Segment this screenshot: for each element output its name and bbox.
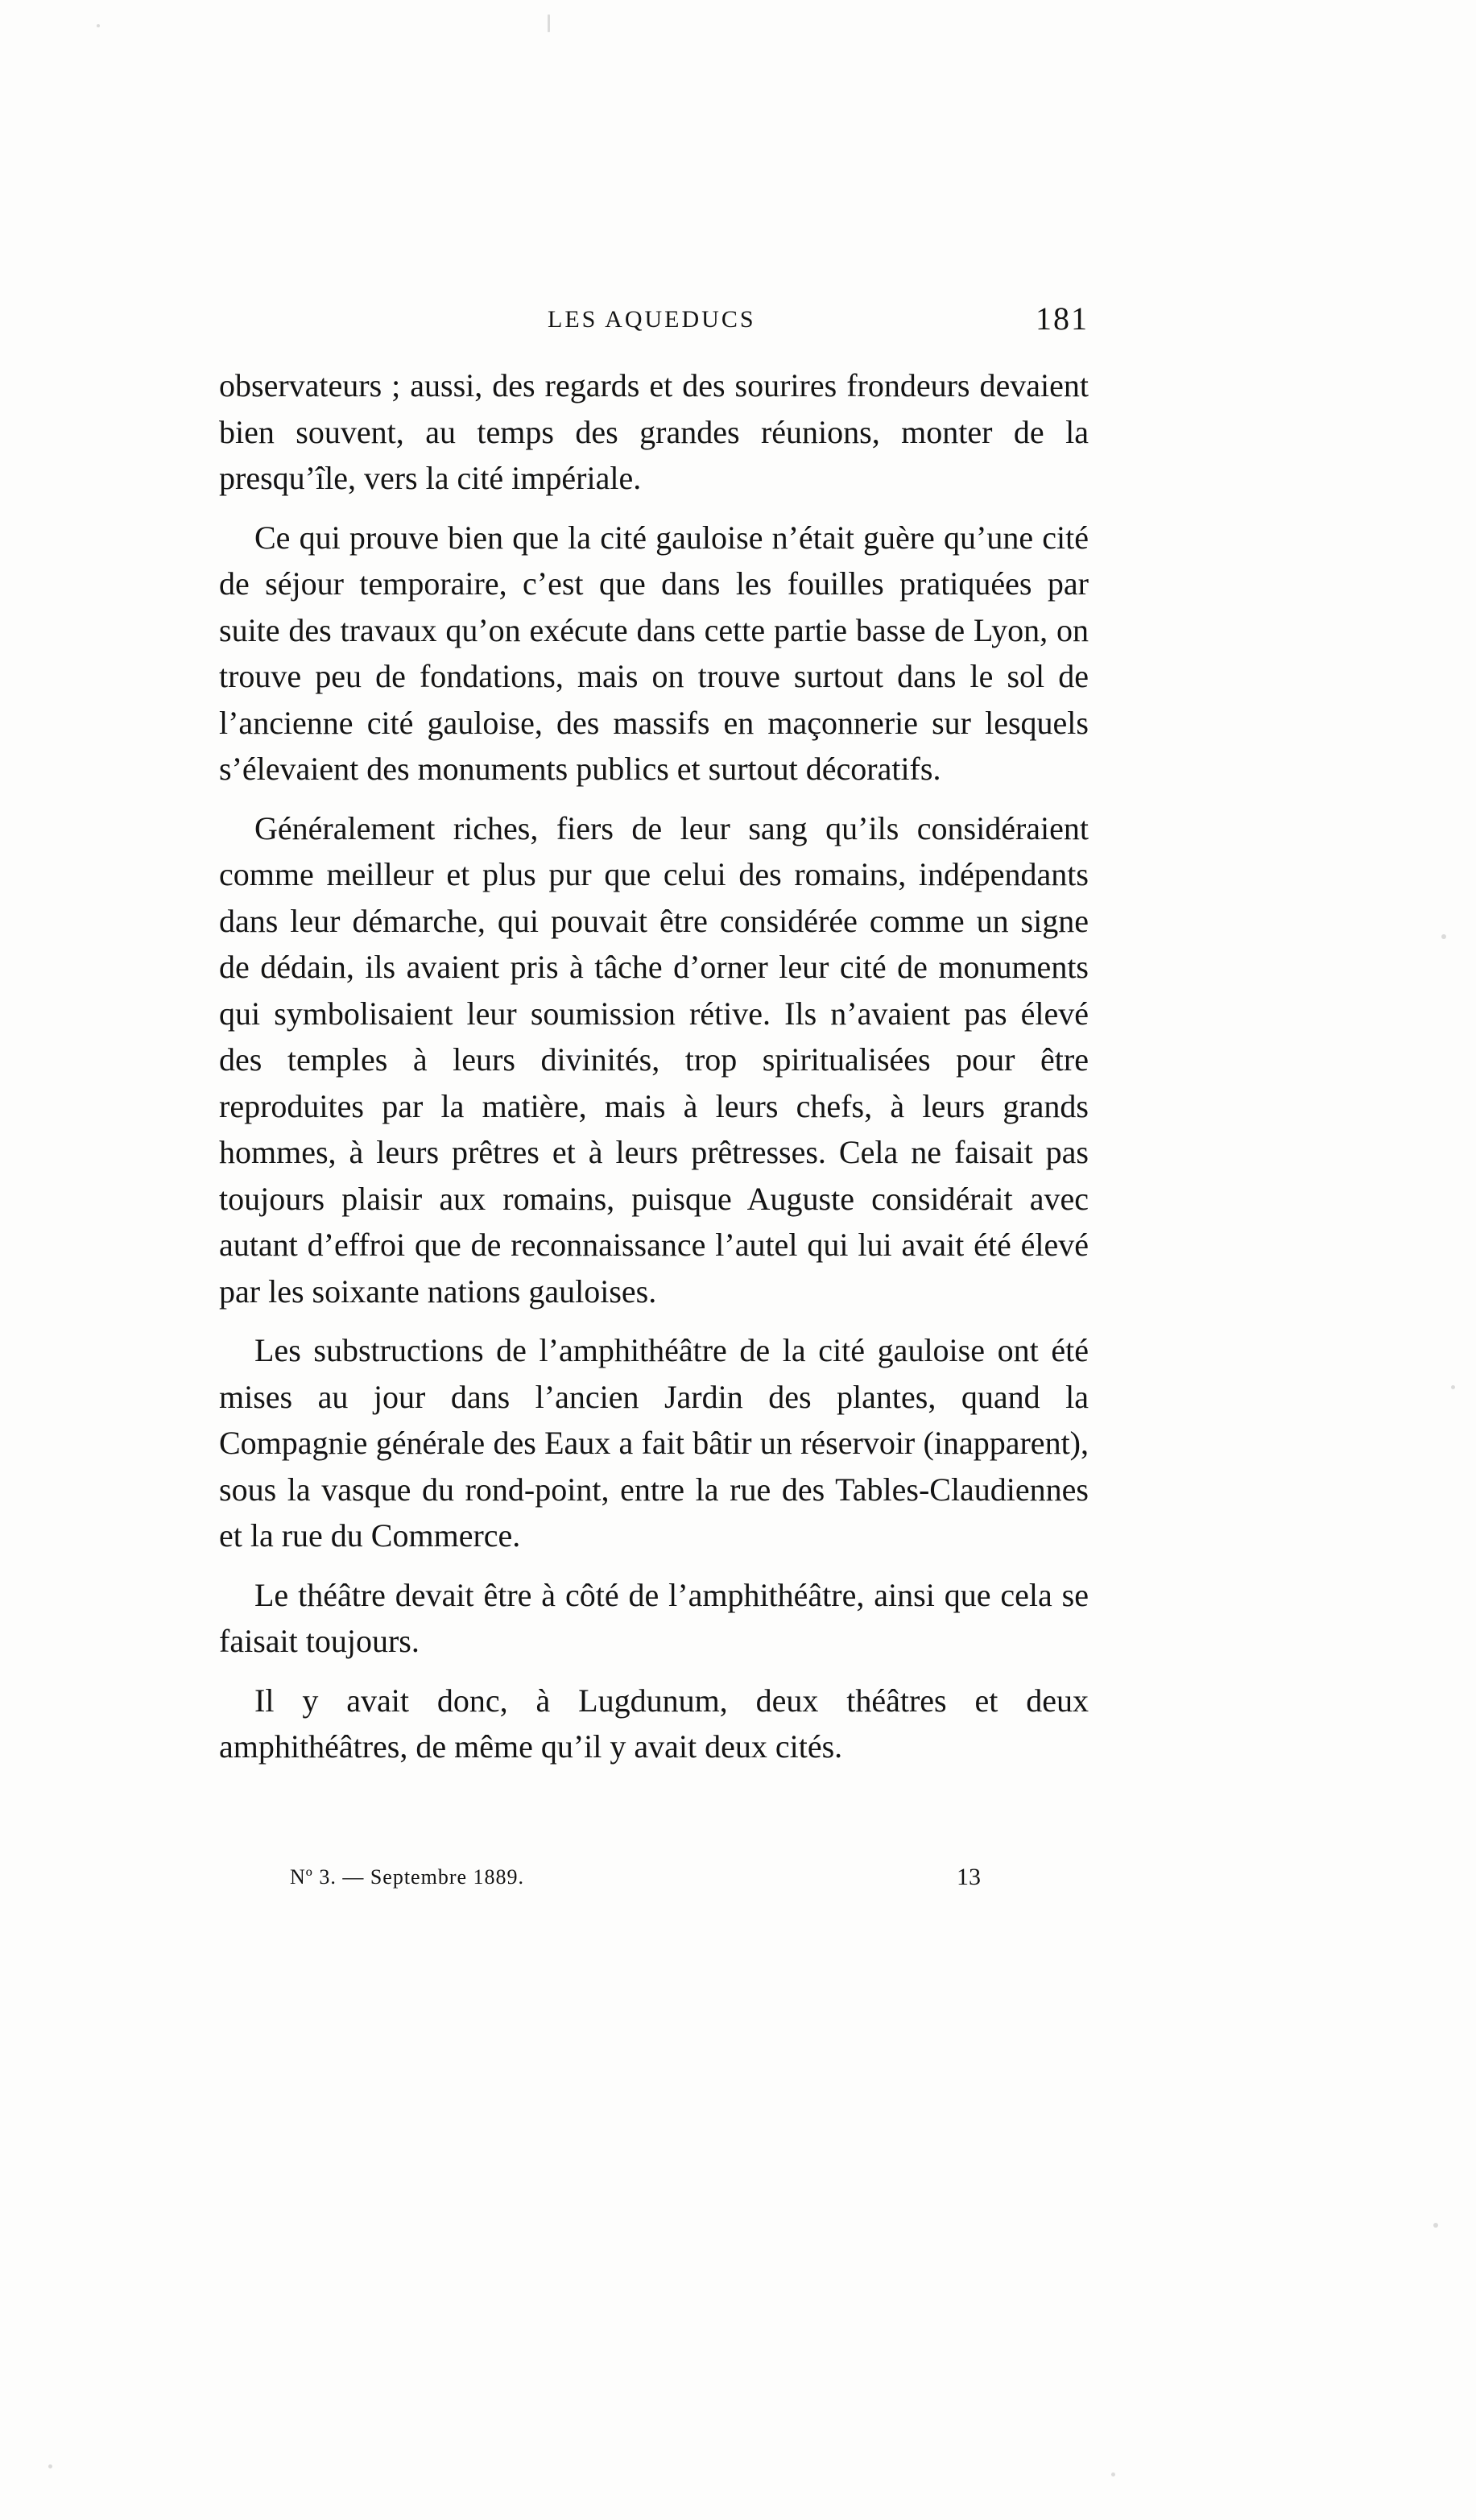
body-text <box>219 362 1089 1783</box>
paper-speck <box>1441 934 1446 939</box>
paragraph-2: Ce qui prouve bien que la cité gauloise n’était guère qu’une cité de séjour temporaire, c’est que dans les fouilles pratiquées par suite des travaux qu’on exécute dans cette partie basse de Lyon, on trouve peu de fondations, mais on trouve surtout dans le sol de l’ancienne cité gauloise, des massifs en maçonnerie sur lesquels s’élevaient des monuments publics et surtout décoratifs. <box>219 519 1089 787</box>
paper-speck <box>1433 2223 1438 2228</box>
sheet-number: 13 <box>957 1864 981 1890</box>
paper-speck <box>548 14 550 32</box>
page-footer <box>217 1860 1089 1901</box>
issue-signature: Nº 3. — Septembre 1889. <box>290 1865 525 1889</box>
paper-speck <box>48 2464 52 2468</box>
paragraph-1: observateurs ; aussi, des regards et des sourires frondeurs devaient bien souvent, au temps des grandes réunions, monter de la presqu’île, vers la cité impériale. <box>219 367 1089 496</box>
running-title: LES AQUEDUCS <box>548 306 756 333</box>
paragraph-5: Le théâtre devait être à côté de l’amphithéâtre, ainsi que cela se faisait toujours. <box>219 1576 1089 1659</box>
page-number: 181 <box>1036 300 1089 337</box>
paragraph-3: Généralement riches, fiers de leur sang qu’ils considéraient comme meilleur et plus pur que celui des romains, indépendants dans leur démarche, qui pouvait être considérée comme un signe de dédain, ils avaient pris à tâche d’orner leur cité de monuments qui symbolisaient leur soumission rétive. Ils n’avaient pas élevé des temples à leurs divinités, trop spiritualisées pour être reproduites par la matière, mais à leurs chefs, à leurs grands hommes, à leurs prêtres et à leurs prêtresses. Cela ne faisait pas toujours plaisir aux romains, puisque Auguste considérait avec autant d’effroi que de reconnaissance l’autel qui lui avait été élevé par les soixante nations gauloises. <box>219 809 1089 1310</box>
paper-speck <box>97 24 100 27</box>
page-header <box>217 300 1089 348</box>
paragraph-4: Les substructions de l’amphithéâtre de la cité gauloise ont été mises au jour dans l’ancien Jardin des plantes, quand la Compagnie générale des Eaux a fait bâtir un réservoir (inapparent), sous la vasque du rond-point, entre la rue des Tables-Claudiennes et la rue du Commerce. <box>219 1332 1089 1554</box>
paper-speck <box>1111 2472 1115 2477</box>
paragraph-6: Il y avait donc, à Lugdunum, deux théâtres et deux amphithéâtres, de même qu’il y avait deux cités. <box>219 1682 1089 1765</box>
paper-speck <box>1451 1385 1455 1389</box>
